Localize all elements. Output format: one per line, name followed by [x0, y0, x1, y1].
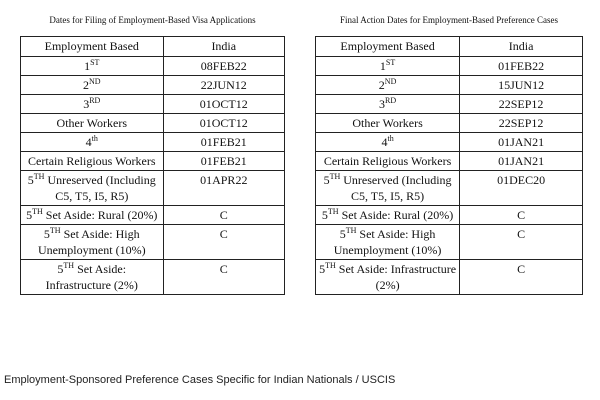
table-row [21, 171, 285, 206]
category-cell [21, 133, 164, 152]
category-cell [316, 225, 460, 260]
category-cell [316, 95, 460, 114]
date-cell: 01OCT12 [163, 95, 284, 114]
table-row [21, 133, 285, 152]
category-label: Other Workers [352, 116, 423, 130]
preference-number: 5 [319, 262, 326, 276]
category-cell [21, 152, 164, 171]
date-cell: C [460, 225, 583, 260]
table-row [316, 260, 583, 295]
ordinal-suffix: ND [384, 77, 397, 86]
category-cell [316, 152, 460, 171]
category-cell [316, 133, 460, 152]
table-row [316, 57, 583, 76]
table-row [316, 95, 583, 114]
category-label: Other Workers [56, 116, 127, 130]
preference-number: 3 [83, 97, 90, 111]
header-country: India [163, 37, 284, 57]
category-label: Unreserved (Including C5, T5, I5, R5) [44, 173, 156, 203]
category-cell [21, 76, 164, 95]
date-cell: 22JUN12 [163, 76, 284, 95]
header-category: Employment Based [21, 37, 164, 57]
category-label: Set Aside: High Unemployment (10%) [37, 227, 146, 257]
final-action-panel [315, 0, 583, 295]
ordinal-suffix: RD [385, 96, 397, 105]
ordinal-suffix: ST [385, 58, 396, 67]
category-cell [316, 57, 460, 76]
table-row [21, 95, 285, 114]
date-cell: 01JAN21 [460, 133, 583, 152]
preference-number: 1 [379, 59, 386, 73]
table-row [21, 114, 285, 133]
date-cell: C [163, 260, 284, 295]
filing-dates-body [21, 57, 285, 295]
date-cell: 01APR22 [163, 171, 284, 206]
date-cell: 22SEP12 [460, 95, 583, 114]
date-cell: 01OCT12 [163, 114, 284, 133]
table-row [316, 76, 583, 95]
category-label: Set Aside: Rural (20%) [338, 208, 454, 222]
ordinal-suffix: ST [90, 58, 100, 67]
date-cell: C [163, 225, 284, 260]
preference-number: 5 [321, 208, 328, 222]
date-cell: C [460, 260, 583, 295]
preference-number: 3 [379, 97, 386, 111]
category-cell [21, 171, 164, 206]
table-row [316, 114, 583, 133]
preference-number: 2 [378, 78, 385, 92]
table-row [21, 260, 285, 295]
preference-number: 5 [339, 227, 346, 241]
table-header-row [21, 37, 285, 57]
table-row [316, 206, 583, 225]
ordinal-suffix: TH [345, 226, 357, 235]
category-label: Unreserved (Including C5, T5, I5, R5) [340, 173, 452, 203]
date-cell: 01FEB21 [163, 133, 284, 152]
table-row [316, 225, 583, 260]
preference-number: 5 [27, 173, 34, 187]
category-cell [21, 114, 164, 133]
category-cell [21, 206, 164, 225]
table-header-row [316, 37, 583, 57]
category-cell [21, 260, 164, 295]
date-cell: 22SEP12 [460, 114, 583, 133]
category-cell [21, 225, 164, 260]
category-label: Set Aside: High Unemployment (10%) [333, 227, 442, 257]
preference-number: 5 [43, 227, 50, 241]
category-cell [316, 260, 460, 295]
filing-dates-panel [20, 0, 285, 295]
table-row [316, 171, 583, 206]
category-cell [21, 95, 164, 114]
category-label: Set Aside: Infrastructure (2%) [45, 262, 138, 292]
date-cell: 08FEB22 [163, 57, 284, 76]
date-cell: 01FEB22 [460, 57, 583, 76]
ordinal-suffix: ND [88, 77, 101, 86]
category-label: Certain Religious Workers [323, 154, 452, 168]
filing-dates-table [20, 36, 285, 295]
filing-dates-title: Dates for Filing of Employment-Based Visa Applications [49, 15, 256, 25]
category-cell [21, 57, 164, 76]
date-cell: 01DEC20 [460, 171, 583, 206]
category-label: Set Aside: Infrastructure (2%) [335, 262, 457, 292]
preference-number: 5 [26, 208, 33, 222]
header-country: India [460, 37, 583, 57]
preference-number: 4 [381, 135, 388, 149]
preference-number: 4 [85, 135, 92, 149]
date-cell: 01FEB21 [163, 152, 284, 171]
image-caption: Employment-Sponsored Preference Cases Specific for Indian Nationals / USCIS [4, 374, 396, 386]
final-action-body [316, 57, 583, 295]
table-row [21, 152, 285, 171]
ordinal-suffix: TH [325, 261, 336, 270]
final-action-title: Final Action Dates for Employment-Based Preference Cases [340, 15, 558, 25]
ordinal-suffix: TH [33, 172, 45, 181]
category-label: Certain Religious Workers [28, 154, 156, 168]
ordinal-suffix: RD [89, 96, 101, 105]
ordinal-suffix: th [91, 134, 98, 143]
category-cell [316, 206, 460, 225]
ordinal-suffix: TH [329, 172, 341, 181]
preference-number: 5 [57, 262, 64, 276]
category-label: Set Aside: Rural (20%) [42, 208, 158, 222]
table-row [21, 76, 285, 95]
category-cell [316, 114, 460, 133]
header-category: Employment Based [316, 37, 460, 57]
category-cell [316, 76, 460, 95]
table-row [21, 206, 285, 225]
table-row [316, 133, 583, 152]
ordinal-suffix: TH [63, 261, 75, 270]
table-row [316, 152, 583, 171]
ordinal-suffix: TH [49, 226, 61, 235]
ordinal-suffix: th [387, 134, 394, 143]
preference-number: 2 [82, 78, 89, 92]
preference-number: 5 [323, 173, 330, 187]
ordinal-suffix: TH [32, 207, 43, 216]
table-row [21, 57, 285, 76]
date-cell: C [163, 206, 284, 225]
date-cell: 01JAN21 [460, 152, 583, 171]
date-cell: C [460, 206, 583, 225]
preference-number: 1 [84, 59, 91, 73]
ordinal-suffix: TH [327, 207, 339, 216]
table-row [21, 225, 285, 260]
final-action-table [315, 36, 583, 295]
date-cell: 15JUN12 [460, 76, 583, 95]
category-cell [316, 171, 460, 206]
